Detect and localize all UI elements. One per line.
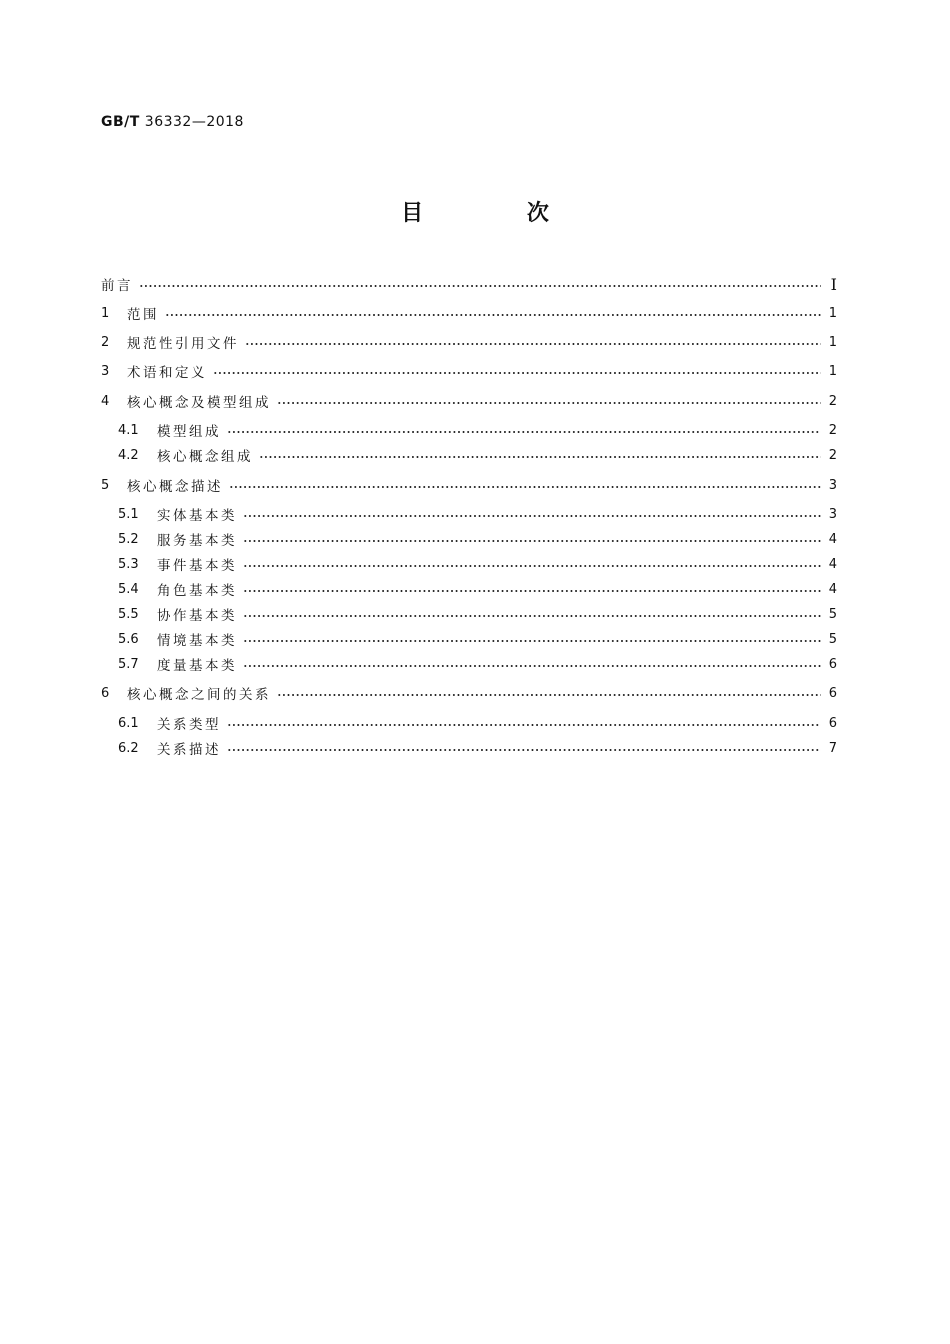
toc-entry-label: 核心概念及模型组成	[127, 395, 271, 411]
toc-entry-label: 度量基本类	[157, 658, 237, 674]
toc-entry-5-7[interactable]	[118, 654, 837, 674]
toc-entry-page: 2	[828, 422, 837, 438]
toc-entry-6-2[interactable]	[118, 738, 837, 758]
toc-entry-page: 1	[828, 363, 837, 379]
toc-entry-label: 关系类型	[157, 717, 221, 733]
standard-number: 36332—2018	[144, 114, 244, 130]
toc-entry-6-1[interactable]	[118, 713, 837, 733]
toc-entry-number: 5	[101, 477, 110, 493]
toc-entry-3[interactable]	[101, 361, 837, 381]
toc-entry-label: 范围	[127, 307, 159, 323]
toc-entry-label: 前言	[101, 278, 133, 294]
toc-leader-dots	[165, 314, 821, 316]
toc-entry-5-5[interactable]	[118, 604, 837, 624]
toc-entry-number: 5.3	[118, 556, 139, 572]
toc-leader-dots	[243, 640, 821, 642]
toc-entry-number: 4.1	[118, 422, 139, 438]
toc-entry-page: I	[830, 274, 837, 294]
toc-entry-number: 6.2	[118, 740, 139, 756]
toc-leader-dots	[277, 402, 821, 404]
toc-entry-label: 协作基本类	[157, 608, 237, 624]
toc-entry-page: 1	[828, 305, 837, 321]
toc-entry-label: 模型组成	[157, 424, 221, 440]
toc-entry-4[interactable]	[101, 391, 837, 411]
toc-entry-number: 4	[101, 393, 110, 409]
toc-entry-5-2[interactable]	[118, 529, 837, 549]
toc-leader-dots	[243, 615, 821, 617]
toc-entry-number: 1	[101, 305, 110, 321]
toc-entry-number: 5.2	[118, 531, 139, 547]
toc-entry-page: 5	[828, 631, 837, 647]
toc-entry-label: 核心概念之间的关系	[127, 687, 271, 703]
standard-prefix: GB/T	[101, 114, 140, 130]
toc-entry-number: 5.7	[118, 656, 139, 672]
toc-entry-label: 术语和定义	[127, 365, 207, 381]
toc-leader-dots	[227, 431, 821, 433]
toc-entry-number: 6	[101, 685, 110, 701]
toc-entry-page: 3	[828, 506, 837, 522]
toc-entry-page: 2	[828, 447, 837, 463]
toc-entry-label: 角色基本类	[157, 583, 237, 599]
toc-entry-label: 核心概念描述	[127, 479, 223, 495]
toc-entry-5-6[interactable]	[118, 629, 837, 649]
toc-entry-page: 4	[828, 531, 837, 547]
toc-leader-dots	[213, 372, 821, 374]
toc-entry-label: 核心概念组成	[157, 449, 253, 465]
toc-entry-number: 4.2	[118, 447, 139, 463]
toc-entry-preface[interactable]	[101, 274, 837, 294]
toc-leader-dots	[243, 540, 821, 542]
toc-entry-number: 3	[101, 363, 110, 379]
toc-leader-dots	[277, 694, 821, 696]
toc-entry-number: 2	[101, 334, 110, 350]
toc-entry-1[interactable]	[101, 303, 837, 323]
toc-entry-label: 情境基本类	[157, 633, 237, 649]
toc-entry-5[interactable]	[101, 475, 837, 495]
toc-entry-number: 5.6	[118, 631, 139, 647]
toc-entry-page: 2	[828, 393, 837, 409]
toc-entry-number: 5.4	[118, 581, 139, 597]
toc-leader-dots	[243, 515, 821, 517]
toc-entry-page: 7	[828, 740, 837, 756]
toc-entry-page: 4	[828, 556, 837, 572]
toc-entry-5-4[interactable]	[118, 579, 837, 599]
toc-entry-page: 6	[828, 656, 837, 672]
toc-entry-number: 5.1	[118, 506, 139, 522]
toc-leader-dots	[245, 343, 821, 345]
toc-entry-page: 5	[828, 606, 837, 622]
toc-entry-4-1[interactable]	[118, 420, 837, 440]
toc-entry-number: 5.5	[118, 606, 139, 622]
toc-entry-6[interactable]	[101, 683, 837, 703]
toc-entry-page: 6	[828, 715, 837, 731]
toc-leader-dots	[227, 749, 821, 751]
toc-leader-dots	[243, 565, 821, 567]
toc-entry-page: 1	[828, 334, 837, 350]
toc-entry-label: 事件基本类	[157, 558, 237, 574]
toc-leader-dots	[229, 486, 821, 488]
toc-entry-label: 规范性引用文件	[127, 336, 239, 352]
toc-leader-dots	[139, 285, 821, 287]
page-title: 目 次	[401, 201, 597, 226]
toc-leader-dots	[259, 456, 821, 458]
toc-entry-label: 实体基本类	[157, 508, 237, 524]
toc-entry-5-3[interactable]	[118, 554, 837, 574]
toc-entry-4-2[interactable]	[118, 445, 837, 465]
toc-entry-page: 4	[828, 581, 837, 597]
toc-entry-page: 6	[828, 685, 837, 701]
toc-entry-5-1[interactable]	[118, 504, 837, 524]
toc-entry-number: 6.1	[118, 715, 139, 731]
toc-entry-label: 服务基本类	[157, 533, 237, 549]
toc-entry-label: 关系描述	[157, 742, 221, 758]
toc-leader-dots	[243, 665, 821, 667]
toc-leader-dots	[227, 724, 821, 726]
toc-leader-dots	[243, 590, 821, 592]
toc-entry-2[interactable]	[101, 332, 837, 352]
toc-entry-page: 3	[828, 477, 837, 493]
